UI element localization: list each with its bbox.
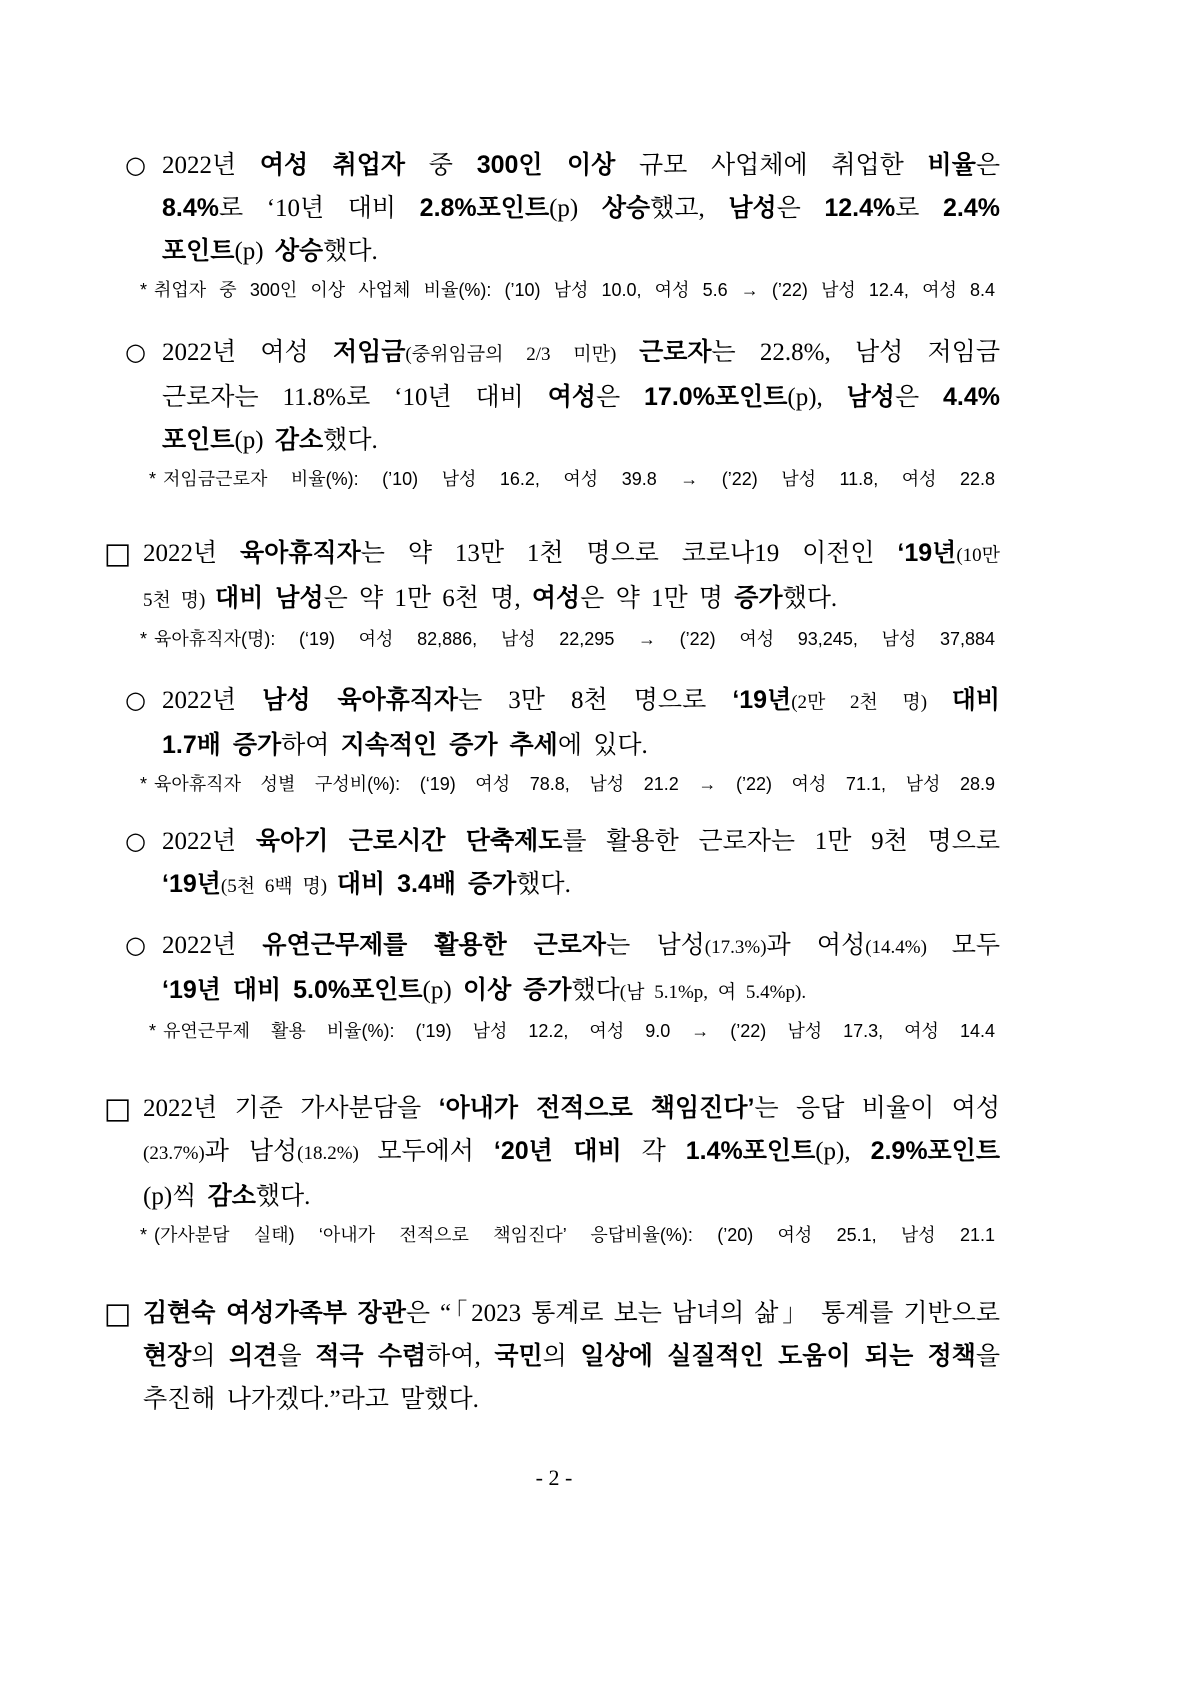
footnote bbox=[149, 1016, 995, 1046]
sub-paragraph bbox=[0, 820, 1190, 908]
sub-paragraph bbox=[0, 144, 1190, 305]
bold-text-run: 포인트 bbox=[162, 237, 235, 265]
footnote bbox=[140, 275, 995, 305]
bold-text-run: 저임금 bbox=[332, 338, 406, 366]
bold-text-run: ‘아내가 전적으로 책임진다’ bbox=[438, 1094, 755, 1122]
bold-text-run: ‘19년 bbox=[897, 539, 957, 567]
text-run: 근로자는 11.8%로 ‘10년 대비 bbox=[162, 384, 548, 411]
text-run: 했다. bbox=[782, 585, 838, 612]
sub-paragraph bbox=[0, 924, 1190, 1046]
text-run: 모두 bbox=[951, 932, 1001, 959]
footnote-text: 유연근무제 활용 비율(%): (’19) 남성 12.2, 여성 9.0 → (’22) 남성 17.3, 여성 14.4 bbox=[163, 1021, 995, 1041]
footnote-text: 육아휴직자 성별 구성비(%): (‘19) 여성 78.8, 남성 21.2 → (’22) 여성 71.1, 남성 28.9 bbox=[154, 774, 995, 794]
text-run: 은 bbox=[596, 384, 645, 411]
text-run: 의 bbox=[191, 1343, 230, 1370]
text-run: 은 약 1만 6천 명, bbox=[323, 585, 532, 612]
section-paragraph bbox=[0, 1087, 1190, 1250]
text-line bbox=[143, 1175, 1000, 1218]
bold-text-run: 2.8%포인트 bbox=[419, 194, 550, 222]
text-line bbox=[143, 1292, 1000, 1335]
bold-text-run: 비율 bbox=[927, 151, 976, 179]
footnote-asterisk: * bbox=[149, 469, 157, 489]
text-line bbox=[162, 924, 1000, 969]
bold-text-run: 적극 수렴 bbox=[315, 1342, 427, 1370]
bold-text-run: 육아기 근로시간 단축제도 bbox=[255, 827, 563, 855]
text-run: 로 bbox=[895, 195, 944, 222]
text-run: (p) bbox=[549, 195, 602, 222]
text-line bbox=[162, 419, 1000, 462]
page-number: - 2 - bbox=[535, 1465, 573, 1490]
bold-text-run: 현장 bbox=[143, 1342, 192, 1370]
square-bullet-icon: □ bbox=[104, 1296, 132, 1330]
text-run: 2022년 여성 bbox=[162, 339, 333, 366]
bold-text-run: 감소 bbox=[207, 1182, 256, 1210]
circle-bullet-icon: ○ bbox=[125, 151, 146, 179]
text-line bbox=[162, 679, 1000, 724]
text-run: 모두에서 bbox=[377, 1138, 494, 1165]
text-run: 과 남성 bbox=[204, 1138, 298, 1165]
small-text-run: (5천 6백 명) bbox=[220, 876, 337, 897]
footnote bbox=[140, 769, 995, 799]
bold-text-run: 육아휴직자 bbox=[240, 539, 361, 567]
text-run: 은 약 1만 명 bbox=[580, 585, 735, 612]
footnote-text: 취업자 중 300인 이상 사업체 비율(%): (’10) 남성 10.0, 여성 5.6 → (’22) 남성 12.4, 여성 8.4 bbox=[154, 280, 995, 300]
text-run: (p) bbox=[234, 427, 275, 454]
text-line bbox=[143, 1378, 1000, 1421]
text-line bbox=[162, 863, 1000, 908]
text-run: 2022년 bbox=[162, 932, 263, 959]
circle-bullet-icon: ○ bbox=[125, 686, 146, 714]
square-bullet-icon: □ bbox=[104, 1091, 132, 1125]
bold-text-run: 12.4% bbox=[824, 194, 896, 222]
footnote bbox=[149, 464, 995, 494]
circle-bullet-icon: ○ bbox=[125, 931, 146, 959]
bold-text-run: 상승 bbox=[601, 194, 651, 222]
text-line bbox=[143, 1130, 1000, 1175]
bold-text-run: 의견 bbox=[229, 1342, 278, 1370]
text-run: 는 응답 비율이 여성 bbox=[754, 1095, 1001, 1122]
text-run: 은 bbox=[894, 384, 943, 411]
text-run: (p), bbox=[787, 384, 847, 411]
bold-text-run: 4.4% bbox=[943, 383, 1000, 411]
text-line bbox=[143, 577, 1000, 622]
footnote bbox=[140, 624, 995, 654]
text-run: 규모 사업체에 취업한 bbox=[615, 152, 928, 179]
text-run: 의 bbox=[542, 1343, 581, 1370]
footnote-asterisk: * bbox=[149, 1021, 157, 1041]
small-text-run: (2만 2천 명) bbox=[791, 692, 952, 713]
small-text-run: (18.2%) bbox=[297, 1143, 378, 1164]
square-bullet-icon: □ bbox=[104, 536, 132, 570]
bold-text-run: 2.4% bbox=[943, 194, 1000, 222]
text-run: 했다 bbox=[571, 977, 620, 1004]
bold-text-run: 대비 3.4배 증가 bbox=[336, 870, 517, 898]
text-run: 했고, bbox=[650, 195, 729, 222]
footnote-asterisk: * bbox=[140, 629, 148, 649]
small-text-run: (23.7%) bbox=[143, 1143, 205, 1164]
footnote-text: 육아휴직자(명): (‘19) 여성 82,886, 남성 22,295 → (’22) 여성 93,245, 남성 37,884 bbox=[154, 629, 995, 649]
small-text-run: (남 5.1%p, 여 5.4%p). bbox=[619, 982, 807, 1003]
bold-text-run: 17.0%포인트 bbox=[644, 383, 788, 411]
footnote-asterisk: * bbox=[140, 774, 148, 794]
circle-bullet-icon: ○ bbox=[125, 338, 146, 366]
text-run: 했다. bbox=[323, 238, 378, 265]
text-run: 중 bbox=[405, 152, 477, 179]
small-text-run: (17.3%) bbox=[704, 937, 767, 958]
text-run: 2022년 bbox=[162, 152, 260, 179]
text-line bbox=[162, 187, 1000, 230]
bold-text-run: 남성 bbox=[846, 383, 895, 411]
text-run: 했다. bbox=[516, 871, 571, 898]
bold-text-run: ‘19년 bbox=[732, 686, 792, 714]
text-run: 은 bbox=[776, 195, 825, 222]
text-run: 는 약 13만 1천 명으로 코로나19 이전인 bbox=[360, 540, 898, 567]
bold-text-run: 남성 육아휴직자 bbox=[262, 686, 459, 714]
footnote-text: 저임금근로자 비율(%): (’10) 남성 16.2, 여성 39.8 → (’22) 남성 11.8, 여성 22.8 bbox=[163, 469, 995, 489]
text-line bbox=[162, 230, 1000, 273]
bold-text-run: 유연근무제를 활용한 근로자 bbox=[262, 931, 607, 959]
bold-text-run: 300인 이상 bbox=[476, 151, 616, 179]
text-line bbox=[143, 1335, 1000, 1378]
text-run: (p) bbox=[422, 977, 463, 1004]
bold-text-run: 남성 bbox=[728, 194, 777, 222]
text-run: 하여 bbox=[281, 732, 341, 759]
bold-text-run: ‘19년 bbox=[162, 870, 221, 898]
footnote bbox=[140, 1220, 995, 1250]
text-run: 에 있다. bbox=[557, 732, 648, 759]
small-text-run: (10만 bbox=[956, 545, 1000, 566]
small-text-run: (14.4%) bbox=[865, 937, 952, 958]
text-run: 을 bbox=[277, 1343, 316, 1370]
footnote-text: (가사분담 실태) ‘아내가 전적으로 책임진다’ 응답비율(%): (’20) 여성 25.1, 남성 21.1 bbox=[154, 1225, 995, 1245]
text-run: (p), bbox=[815, 1138, 871, 1165]
section-paragraph bbox=[0, 1292, 1190, 1421]
text-run: 을 bbox=[975, 1343, 1001, 1370]
bold-text-run: 국민 bbox=[494, 1342, 543, 1370]
bold-text-run: 증가 bbox=[734, 584, 783, 612]
text-line bbox=[162, 376, 1000, 419]
bold-text-run: 감소 bbox=[274, 426, 324, 454]
text-run: 는 22.8%, 남성 저임금 bbox=[711, 339, 1000, 366]
bold-text-run: 여성 bbox=[531, 584, 581, 612]
text-run: 는 3만 8천 명으로 bbox=[458, 687, 733, 714]
bold-text-run: 이상 증가 bbox=[462, 976, 572, 1004]
text-run: 각 bbox=[621, 1138, 686, 1165]
text-run: 로 ‘10년 대비 bbox=[218, 195, 420, 222]
text-line bbox=[162, 724, 1000, 767]
text-run: 2022년 기준 가사분담을 bbox=[143, 1095, 439, 1122]
bold-text-run: 2.9%포인트 bbox=[870, 1137, 1001, 1165]
bold-text-run: 근로자 bbox=[639, 338, 712, 366]
text-run: 추진해 나가겠다.”라고 말했다. bbox=[143, 1386, 479, 1413]
text-line bbox=[162, 144, 1000, 187]
sub-paragraph bbox=[0, 679, 1190, 799]
text-run: 2022년 bbox=[162, 828, 256, 855]
small-text-run: 5천 명) bbox=[143, 590, 216, 611]
text-run: 2022년 bbox=[143, 540, 241, 567]
text-run: 은 bbox=[975, 152, 1001, 179]
text-run: 하여, bbox=[426, 1343, 495, 1370]
footnote-asterisk: * bbox=[140, 280, 148, 300]
small-text-run: (중위임금의 2/3 미만) bbox=[405, 344, 640, 365]
bold-text-run: 대비 남성 bbox=[215, 584, 324, 612]
bold-text-run: 지속적인 증가 추세 bbox=[340, 731, 558, 759]
text-run: 과 여성 bbox=[766, 932, 866, 959]
text-run: 2022년 bbox=[162, 687, 263, 714]
text-line bbox=[162, 969, 1000, 1014]
text-line bbox=[162, 331, 1000, 376]
section-paragraph bbox=[0, 532, 1190, 654]
text-run: 는 남성 bbox=[606, 932, 705, 959]
text-run: 은 “「2023 통계로 보는 남녀의 삶」 통계를 기반으로 bbox=[405, 1300, 1000, 1327]
bold-text-run: 여성 취업자 bbox=[259, 151, 406, 179]
bold-text-run: 김현숙 여성가족부 장관 bbox=[143, 1299, 406, 1327]
sub-paragraph bbox=[0, 331, 1190, 494]
bold-text-run: ‘19년 대비 5.0%포인트 bbox=[162, 976, 423, 1004]
footnote-asterisk: * bbox=[140, 1225, 148, 1245]
text-run: 했다. bbox=[323, 427, 378, 454]
bold-text-run: 일상에 실질적인 도움이 되는 정책 bbox=[580, 1342, 976, 1370]
text-line bbox=[162, 820, 1000, 863]
text-run: 를 활용한 근로자는 1만 9천 명으로 bbox=[562, 828, 1001, 855]
bold-text-run: 상승 bbox=[274, 237, 324, 265]
text-run: (p)씩 bbox=[143, 1183, 208, 1210]
circle-bullet-icon: ○ bbox=[125, 827, 146, 855]
bold-text-run: 여성 bbox=[547, 383, 596, 411]
text-line bbox=[143, 1087, 1000, 1130]
bold-text-run: 대비 bbox=[951, 686, 1000, 714]
bold-text-run: ‘20년 대비 bbox=[493, 1137, 622, 1165]
text-line bbox=[143, 532, 1000, 577]
bold-text-run: 1.7배 증가 bbox=[162, 731, 282, 759]
bold-text-run: 1.4%포인트 bbox=[685, 1137, 816, 1165]
text-run: 했다. bbox=[255, 1183, 311, 1210]
text-run: (p) bbox=[234, 238, 275, 265]
bold-text-run: 포인트 bbox=[162, 426, 235, 454]
bold-text-run: 8.4% bbox=[162, 194, 219, 222]
